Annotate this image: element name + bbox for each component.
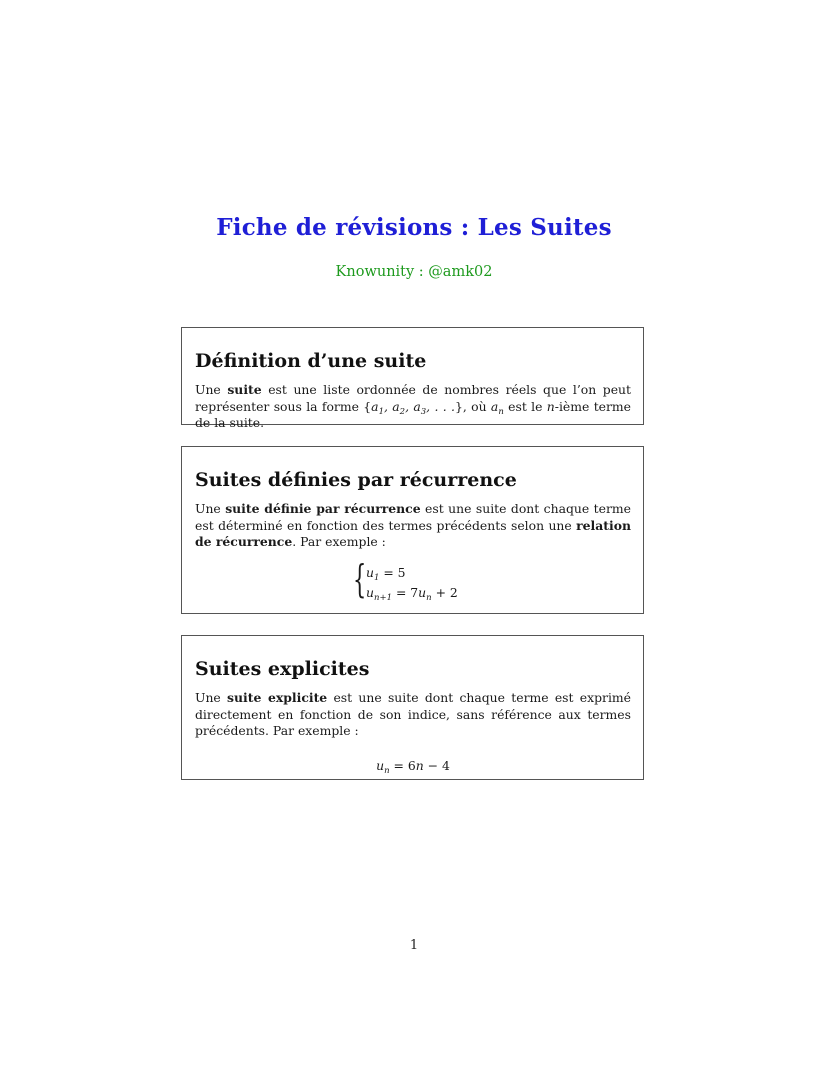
recurrence-system bbox=[353, 556, 631, 603]
section-body: Une suite est une liste ordonnée de nombres réels que l’on peut représenter sous la forme {$a_1$, $a_2$, $a_3$, . . .}, où $a_n$ est le n-ième terme de la suite. bbox=[195, 382, 632, 430]
recurrence-box bbox=[181, 446, 644, 614]
section-body: Une suite explicite est une suite dont chaque terme est exprimé directement en fonction de son indice, sans référence aux termes précédents. Par exemple : bbox=[195, 690, 631, 738]
document-author: Knowunity : @amk02 bbox=[335, 264, 493, 280]
recurrence-relation: $u_{n+1} = 7u_n + 2$ bbox=[366, 584, 458, 603]
page-number: 1 bbox=[409, 938, 419, 953]
sequence-set-formula: $a_1$, $a_2$, $a_3$, . . . bbox=[371, 398, 455, 417]
recurrence-initial-term: $u_1 = 5$ bbox=[366, 564, 406, 583]
section-body: Une suite définie par récurrence est une suite dont chaque terme est déterminé en fonction des termes précédents selon une relation de récurrence. Par exemple : bbox=[195, 501, 631, 549]
section-heading: Définition d’une suite bbox=[195, 350, 427, 372]
left-brace-icon: { bbox=[353, 556, 367, 601]
document-title: Fiche de révisions : Les Suites bbox=[216, 214, 612, 241]
section-heading: Suites définies par récurrence bbox=[195, 469, 517, 491]
explicit-formula: $u_n = 6n - 4$ bbox=[376, 757, 450, 776]
definition-box bbox=[181, 327, 644, 430]
explicit-box bbox=[181, 635, 644, 780]
section-heading: Suites explicites bbox=[195, 658, 370, 680]
